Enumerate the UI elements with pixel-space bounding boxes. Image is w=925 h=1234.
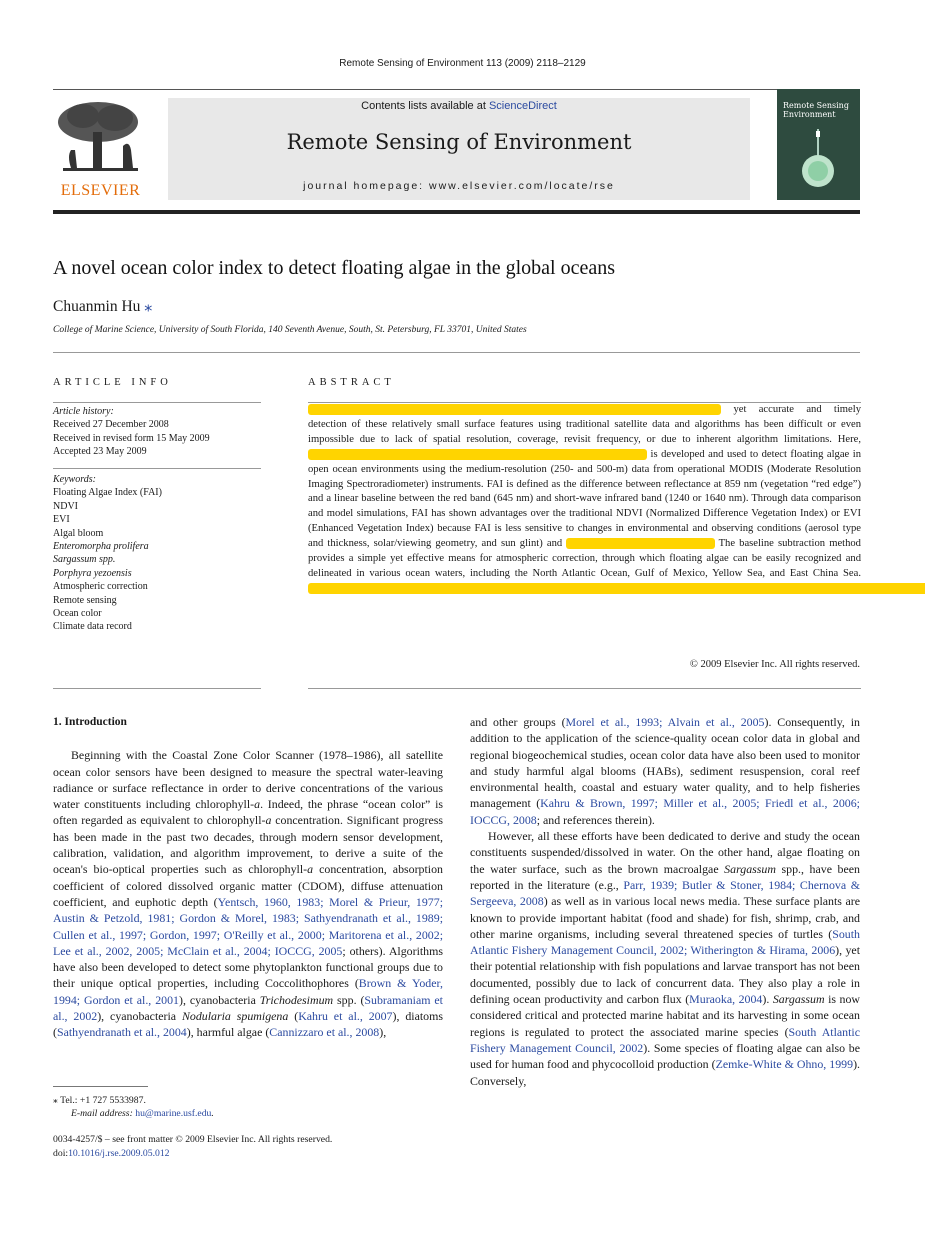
info-rule-mid (53, 468, 261, 469)
author-name: Chuanmin Hu (53, 298, 141, 315)
doi-label: doi: (53, 1147, 69, 1159)
abstract-body (308, 403, 861, 597)
abstract-copyright: © 2009 Elsevier Inc. All rights reserved. (689, 659, 860, 670)
footnote-telephone: ⁎ Tel.: +1 727 5533987. (53, 1095, 146, 1106)
paragraph-text: Beginning with the Coastal Zone Color Scanner (1978–1986), all satellite ocean color sensors have been designed to measure the spectral water-leaving radiance or surface reflectance in order to derive concentrations of the various water constituents including chlorophyll- (53, 748, 443, 812)
contents-line (168, 100, 750, 112)
paragraph-text: and other groups ( (470, 715, 566, 729)
elsevier-logo (53, 98, 148, 200)
keyword-item: Algal bloom (53, 527, 104, 539)
email-label: E-mail address: (71, 1108, 136, 1119)
abstract-rule-bottom (308, 688, 861, 689)
footnote-email-line (53, 1107, 214, 1120)
email-link[interactable]: hu@marine.usf.edu (135, 1108, 212, 1119)
footnote-rule (53, 1086, 148, 1087)
section-heading-introduction: 1. Introduction (53, 716, 127, 728)
corresponding-author-mark[interactable]: ⁎ (144, 298, 153, 315)
header-top-rule (53, 89, 860, 90)
citation-link[interactable]: South Atlantic Fishery Management Council, 2002 (470, 1024, 860, 1055)
journal-cover (777, 89, 860, 200)
intro-paragraph-3 (470, 828, 860, 1089)
paragraph-text: ) as well as in various local news media. These surface plants are known to provide important habitat (food and shade) for fish, shrimp, crab, and other marine organisms, including several threatened species of turtles ( (470, 894, 860, 941)
doi-line (53, 1147, 332, 1161)
author-footnote (53, 1094, 214, 1120)
citation-link[interactable]: Morel et al., 1993; Alvain et al., 2005 (565, 715, 765, 729)
article-info-heading: ARTICLE INFO (53, 377, 172, 388)
paragraph-text: concentration, absorption coefficient of colored dissolved organic matter (CDOM), diffuse attenuation coefficient, and euphotic depth ( (53, 862, 443, 909)
italic-text: Trichodesimum (259, 992, 334, 1007)
keyword-item: Remote sensing (53, 594, 117, 606)
info-rule-top (53, 402, 261, 403)
elsevier-tree-icon (53, 98, 148, 178)
abstract-text-1: yet accurate and timely detection of these relatively small surface features using traditional satellite data and algorithms has been difficult or even impossible due to lack of spatial resolution, coverage, revisit frequency, or due to inherent algorithm limitations. Here, (308, 404, 861, 445)
paragraph-text: However, all these efforts have been dedicated to derive and study the ocean constituents suspended/dissolved in water. On the other hand, algae floating on the water surface, such as the brown macroalgae (470, 829, 860, 876)
issn-line: 0034-4257/$ – see front matter © 2009 Elsevier Inc. All rights reserved. (53, 1134, 333, 1145)
paragraph-text: ). Consequently, in addition to the application of the science-quality ocean color data in global and regional biogeochemical studies, ocean color data have also been used to monitor and study harmful algal blooms (HABs), sediment resuspension, coral reef environmental health, coastal and estuary water quality, and to help fisheries management ( (470, 715, 860, 811)
cover-graphic-icon (777, 89, 860, 200)
title-rule (53, 352, 860, 353)
italic-text: Sargassum (772, 992, 825, 1007)
author-affiliation: College of Marine Science, University of South Florida, 140 Seventh Avenue, South, St. Petersburg, FL 33701, United States (53, 325, 527, 335)
keyword-item: Enteromorpha prolifera (53, 541, 149, 553)
citation-link[interactable]: Brown & Yoder, 1994; Gordon et al., 2001 (53, 976, 443, 1007)
intro-paragraph-2 (470, 714, 860, 828)
publisher-name: ELSEVIER (60, 182, 141, 199)
paragraph-text: ), yet their potential relationship with fish populations and larvae transport has not been documented, possibly due to lack of concurrent data. They also play a role in defining ocean productivity and carbon flux ( (470, 943, 860, 1007)
keywords-label: Keywords: (53, 474, 96, 485)
italic-text: a (307, 862, 314, 877)
info-rule-bottom (53, 688, 261, 689)
keyword-item: Porphyra yezoensis (53, 567, 132, 579)
paragraph-text: ; and references therein). (536, 812, 655, 827)
cover-title: Remote Sensing Environment (783, 101, 849, 119)
article-history (53, 405, 261, 459)
keywords (53, 473, 261, 634)
highlight-mark[interactable] (308, 404, 721, 415)
paragraph-text: ), diatoms ( (53, 1009, 444, 1040)
email-end: . (211, 1108, 214, 1119)
journal-banner (168, 98, 750, 200)
keyword-item: Sargassum spp. (53, 554, 116, 566)
history-label: Article history: (53, 406, 114, 417)
journal-name: Remote Sensing of Environment (286, 130, 632, 154)
citation-link[interactable]: Kahru & Brown, 1997; Miller et al., 2005; Friedl et al., 2006; IOCCG, 2008 (470, 796, 860, 827)
keyword-item: NDVI (53, 500, 78, 512)
issn-block (53, 1133, 332, 1160)
citation-link[interactable]: Parr, 1939; Butler & Stoner, 1984; Chernova & Sergeeva, 2008 (470, 877, 860, 909)
paragraph-text: ). Conversely, (470, 1057, 860, 1088)
journal-citation: Remote Sensing of Environment 113 (2009) 2118–2129 (339, 58, 586, 69)
paragraph-text: ). Some species of floating algae can also be used for human food and phycocolloid production ( (470, 1040, 860, 1072)
italic-text: Nodularia spumigena (181, 1009, 289, 1024)
author-line (53, 296, 152, 316)
paragraph-text: ). (762, 992, 773, 1007)
paragraph-text: ), cyanobacteria (97, 1009, 182, 1024)
paragraph-text: . Indeed, the phrase “ocean color” is often regarded as equivalent to chlorophyll- (53, 797, 443, 828)
italic-text: a (265, 813, 272, 828)
body-column-left (53, 714, 443, 1041)
paragraph-text: spp., have been reported in the literature (e.g., (470, 861, 860, 892)
article-title: A novel ocean color index to detect floating algae in the global oceans (53, 257, 616, 279)
citation-link[interactable]: Cannizzaro et al., 2008 (269, 1025, 380, 1040)
keyword-item: Climate data record (53, 621, 132, 633)
paragraph-text: ), harmful algae ( (186, 1025, 270, 1040)
citation-link[interactable]: Muraoka, 2004 (689, 992, 763, 1007)
citation-link[interactable]: Sathyendranath et al., 2004 (56, 1025, 187, 1040)
keyword-item: EVI (53, 514, 70, 526)
paragraph-text: ; others). Algorithms have also been developed to detect some phytoplankton functional groups due to their unique optical properties, including Coccolithophores ( (53, 943, 443, 991)
paragraph-text: spp. ( (333, 992, 365, 1007)
intro-paragraph-1 (53, 747, 443, 1040)
highlight-mark[interactable] (308, 583, 925, 594)
doi-link[interactable]: 10.1016/j.rse.2009.05.012 (68, 1147, 170, 1159)
citation-link[interactable]: Zemke-White & Ohno, 1999 (715, 1057, 854, 1072)
citation-link[interactable]: South Atlantic Fishery Management Council, 2002; Witherington & Hirama, 2006 (470, 926, 860, 958)
keyword-item: Floating Algae Index (FAI) (53, 487, 162, 499)
abstract-text-3: The baseline subtraction method provides a simple yet effective means for atmospheric correction, through which floating algae can be easily recognized and delineated in various ocean waters, including the North Atlantic Ocean, Gulf of Mexico, Yellow Sea, and East China Sea. (308, 538, 861, 579)
highlight-mark[interactable] (308, 449, 647, 460)
contents-prefix: Contents lists available at (361, 100, 489, 112)
highlight-mark[interactable] (566, 538, 714, 549)
keyword-item: Ocean color (53, 608, 102, 620)
header-bottom-rule (53, 210, 860, 214)
paragraph-text: ( (288, 1009, 299, 1024)
citation-link[interactable]: Kahru et al., 2007 (298, 1009, 393, 1024)
citation-link[interactable]: Yentsch, 1960, 1983; Morel & Prieur, 1977; Austin & Petzold, 1981; Gordon & Morel, 1983; Sathyendranath et al., 1989; Cullen et al., 1997; Gordon, 1997; O'Reilly et al., 2000; Maritorena et al., 2002; Lee et al., 2002, 2005; McClain et al., 2004; IOCCG, 2005 (53, 894, 444, 958)
paragraph-text: ), cyanobacteria (178, 992, 260, 1007)
history-revised: Received in revised form 15 May 2009 (53, 432, 210, 444)
italic-text: a (254, 797, 261, 812)
citation-link[interactable]: Subramaniam et al., 2002 (53, 992, 443, 1024)
paragraph-text: ), (379, 1025, 387, 1040)
sciencedirect-link[interactable]: ScienceDirect (488, 100, 557, 112)
paragraph-text: is now considered critical and protected marine habitat and its harvesting in some ocean regions is regulated to protect the associated marine species ( (470, 992, 861, 1039)
italic-text: Sargassum (724, 861, 776, 876)
paragraph-text: concentration. Significant progress has been made in the past two decades, through modern sensor development, calibration, validation, and algorithm improvement, to derive a suite of the ocean's bio-optical properties such as chlorophyll- (53, 813, 443, 877)
abstract-text-2: is developed and used to detect floating algae in open ocean environments using the medium-resolution (250- and 500-m) data from operational MODIS (Moderate Resolution Imaging Spectroradiometer) instruments. FAI is defined as the difference between reflectance at 859 nm (vegetation “red edge”) and a linear baseline between the red band (645 nm) and short-wave infrared band (1240 or 1640 nm). Through data comparison and model simulations, FAI has shown advantages over the traditional NDVI (Normalized Difference Vegetation Index) or EVI (Enhanced Vegetation Index) because FAI is less sensitive to changes in environmental and observing conditions (aerosol type and thickness, solar/viewing geometry, and sun glint) and (308, 448, 861, 550)
history-accepted: Accepted 23 May 2009 (53, 446, 147, 458)
journal-homepage[interactable]: journal homepage: www.elsevier.com/locate/rse (303, 180, 615, 192)
body-column-right (470, 714, 860, 1089)
abstract-heading: ABSTRACT (308, 377, 395, 388)
history-received: Received 27 December 2008 (53, 419, 169, 431)
keyword-item: Atmospheric correction (53, 581, 148, 593)
